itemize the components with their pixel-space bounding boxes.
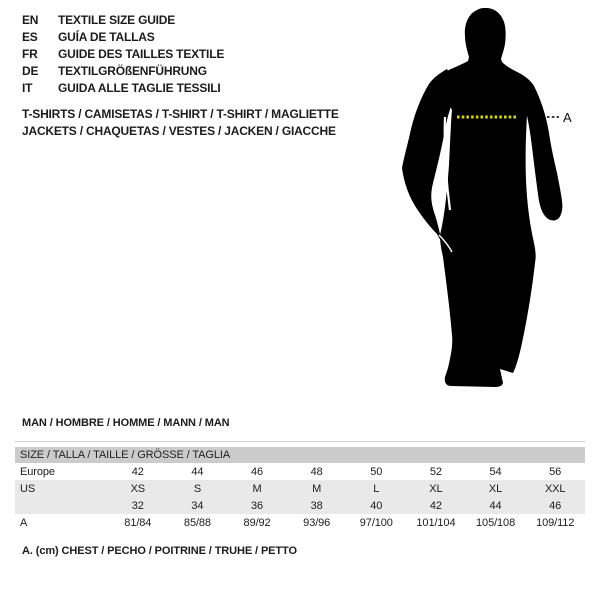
size-cell: 81/84 [124,516,152,529]
measure-label-a: A [563,110,572,125]
man-silhouette [395,5,580,395]
size-cell: 85/88 [183,516,211,529]
category-tshirts: T-SHIRTS / CAMISETAS / T-SHIRT / T-SHIRT / MAGLIETTE [22,107,339,121]
gender-section-label: MAN / HOMBRE / HOMME / MANN / MAN [22,417,230,429]
size-cell: 42 [429,499,442,512]
size-cell: XXL [544,482,566,495]
size-cell: 36 [251,499,264,512]
size-cell: 40 [370,499,383,512]
row-label: Europe [20,465,55,478]
table-row-us [15,480,585,497]
guide-title: TEXTILE SIZE GUIDE [58,13,176,27]
size-cell: XS [130,482,146,495]
size-cell: 46 [549,499,562,512]
language-row [22,29,224,46]
table-row-chest-a [15,514,585,531]
language-code: EN [22,13,39,27]
table-row-europe [15,463,585,480]
size-cell: 101/104 [416,516,456,529]
size-cell: L [373,482,380,495]
size-cell: 109/112 [536,516,575,529]
size-cell: 97/100 [359,516,393,529]
category-lines [22,106,339,140]
size-cell: 52 [429,465,442,478]
man-body-shape [437,8,536,387]
guide-title: GUIDA ALLE TAGLIE TESSILI [58,81,221,95]
size-table-header: SIZE / TALLA / TAILLE / GRÖSSE / TAGLIA [15,447,585,463]
category-jackets: JACKETS / CHAQUETAS / VESTES / JACKEN / GIACCHE [22,124,336,138]
guide-title: TEXTILGRÖßENFÜHRUNG [58,64,207,78]
size-cell: 38 [310,499,323,512]
language-code: DE [22,64,39,78]
size-table [15,463,585,531]
size-cell: 56 [549,465,562,478]
measure-legend: A. (cm) CHEST / PECHO / POITRINE / TRUHE / PETTO [22,545,297,557]
guide-title: GUÍA DE TALLAS [58,30,155,44]
size-cell: 50 [370,465,383,478]
table-row-us-numeric [15,497,585,514]
man-silhouette-figure [395,5,580,395]
row-label: A [20,516,28,529]
language-code: FR [22,47,38,61]
size-cell: 89/92 [243,516,271,529]
size-cell: 48 [310,465,323,478]
language-list [22,12,224,97]
size-cell: 44 [191,465,204,478]
size-cell: XL [429,482,443,495]
size-cell: M [312,482,322,495]
language-row [22,80,224,97]
size-cell: 42 [131,465,144,478]
language-row [22,46,224,63]
size-cell: 54 [489,465,502,478]
size-cell: S [193,482,202,495]
size-cell: XL [488,482,503,495]
size-cell: 32 [131,499,144,512]
size-cell: 46 [251,465,264,478]
language-code: ES [22,30,38,44]
row-label: US [20,482,36,495]
language-row [22,12,224,29]
guide-title: GUIDE DES TAILLES TEXTILE [58,47,225,61]
table-top-rule [15,441,585,442]
size-cell: 93/96 [303,516,331,529]
row-label [15,497,108,514]
size-cell: 34 [191,499,204,512]
language-code: IT [22,81,33,95]
language-row [22,63,224,80]
size-cell: 105/108 [476,516,516,529]
size-cell: 44 [489,499,502,512]
size-cell: M [252,482,262,495]
